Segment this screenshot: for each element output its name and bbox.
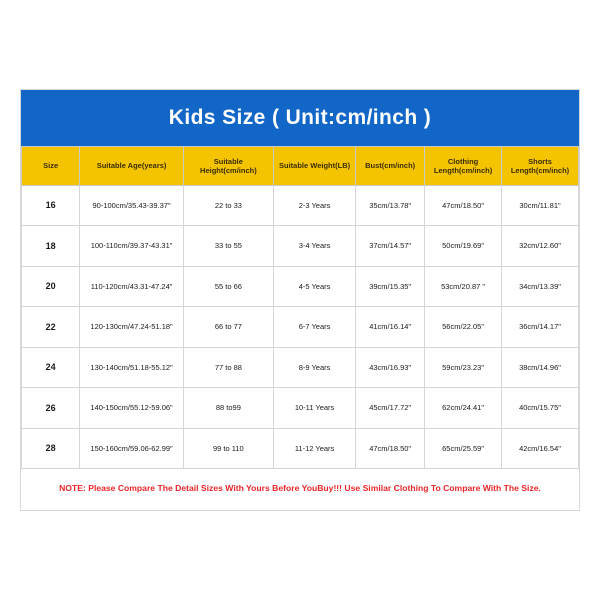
table-row (22, 388, 579, 429)
cell-age: 150-160cm/59.06-62.99" (80, 428, 183, 469)
cell-weight: 11-12 Years (273, 428, 355, 469)
cell-height: 88 to99 (183, 388, 273, 429)
cell-weight: 8-9 Years (273, 347, 355, 388)
cell-shorts-length: 30cm/11.81" (502, 185, 579, 226)
table-row (22, 185, 579, 226)
cell-size: 26 (22, 388, 80, 429)
cell-weight: 10-11 Years (273, 388, 355, 429)
column-header-age: Suitable Age(years) (80, 146, 183, 185)
cell-height: 99 to 110 (183, 428, 273, 469)
footer-note-bar (21, 469, 579, 510)
cell-clothing-length: 65cm/25.59" (425, 428, 502, 469)
cell-weight: 6-7 Years (273, 307, 355, 348)
cell-size: 22 (22, 307, 80, 348)
column-header-clothing-length: Clothing Length(cm/inch) (425, 146, 502, 185)
cell-bust: 35cm/13.78" (356, 185, 425, 226)
page-title: Kids Size ( Unit:cm/inch ) (168, 105, 432, 129)
footer-note: NOTE: Please Compare The Detail Sizes With Yours Before YouBuy!!! Use Similar Clothing To Compare With The Size. (59, 483, 541, 494)
cell-size: 16 (22, 185, 80, 226)
size-chart-container (20, 20, 580, 580)
cell-height: 66 to 77 (183, 307, 273, 348)
table-row (22, 347, 579, 388)
cell-weight: 2-3 Years (273, 185, 355, 226)
cell-size: 20 (22, 266, 80, 307)
column-header-bust: Bust(cm/inch) (356, 146, 425, 185)
cell-bust: 43cm/16.93" (356, 347, 425, 388)
cell-bust: 41cm/16.14" (356, 307, 425, 348)
cell-bust: 45cm/17.72" (356, 388, 425, 429)
cell-height: 22 to 33 (183, 185, 273, 226)
cell-bust: 47cm/18.50" (356, 428, 425, 469)
cell-clothing-length: 59cm/23.23" (425, 347, 502, 388)
cell-age: 130-140cm/51.18-55.12" (80, 347, 183, 388)
cell-clothing-length: 56cm/22.05" (425, 307, 502, 348)
cell-bust: 37cm/14.57" (356, 226, 425, 267)
cell-age: 100-110cm/39.37-43.31" (80, 226, 183, 267)
cell-age: 110-120cm/43.31-47.24" (80, 266, 183, 307)
cell-size: 24 (22, 347, 80, 388)
size-chart-card (20, 89, 580, 512)
table-header-row (22, 146, 579, 185)
cell-age: 140-150cm/55.12-59.06" (80, 388, 183, 429)
cell-height: 55 to 66 (183, 266, 273, 307)
cell-shorts-length: 34cm/13.39" (502, 266, 579, 307)
column-header-height: Suitable Height(cm/inch) (183, 146, 273, 185)
table-body (22, 185, 579, 469)
cell-bust: 39cm/15.35" (356, 266, 425, 307)
cell-weight: 3-4 Years (273, 226, 355, 267)
cell-shorts-length: 32cm/12.60" (502, 226, 579, 267)
cell-shorts-length: 40cm/15.75" (502, 388, 579, 429)
cell-height: 33 to 55 (183, 226, 273, 267)
chart-title-bar (21, 90, 579, 146)
cell-weight: 4-5 Years (273, 266, 355, 307)
cell-clothing-length: 53cm/20.87 " (425, 266, 502, 307)
cell-shorts-length: 42cm/16.54" (502, 428, 579, 469)
cell-shorts-length: 36cm/14.17" (502, 307, 579, 348)
column-header-weight: Suitable Weight(LB) (273, 146, 355, 185)
table-row (22, 307, 579, 348)
column-header-shorts-length: Shorts Length(cm/inch) (502, 146, 579, 185)
cell-age: 120-130cm/47.24-51.18" (80, 307, 183, 348)
column-header-size: Size (22, 146, 80, 185)
cell-clothing-length: 62cm/24.41" (425, 388, 502, 429)
table-row (22, 226, 579, 267)
table-row (22, 266, 579, 307)
cell-shorts-length: 38cm/14.96" (502, 347, 579, 388)
cell-clothing-length: 47cm/18.50" (425, 185, 502, 226)
table-row (22, 428, 579, 469)
table-header (22, 146, 579, 185)
cell-size: 18 (22, 226, 80, 267)
cell-clothing-length: 50cm/19.69" (425, 226, 502, 267)
cell-size: 28 (22, 428, 80, 469)
cell-age: 90-100cm/35.43-39.37" (80, 185, 183, 226)
size-table (21, 146, 579, 470)
cell-height: 77 to 88 (183, 347, 273, 388)
